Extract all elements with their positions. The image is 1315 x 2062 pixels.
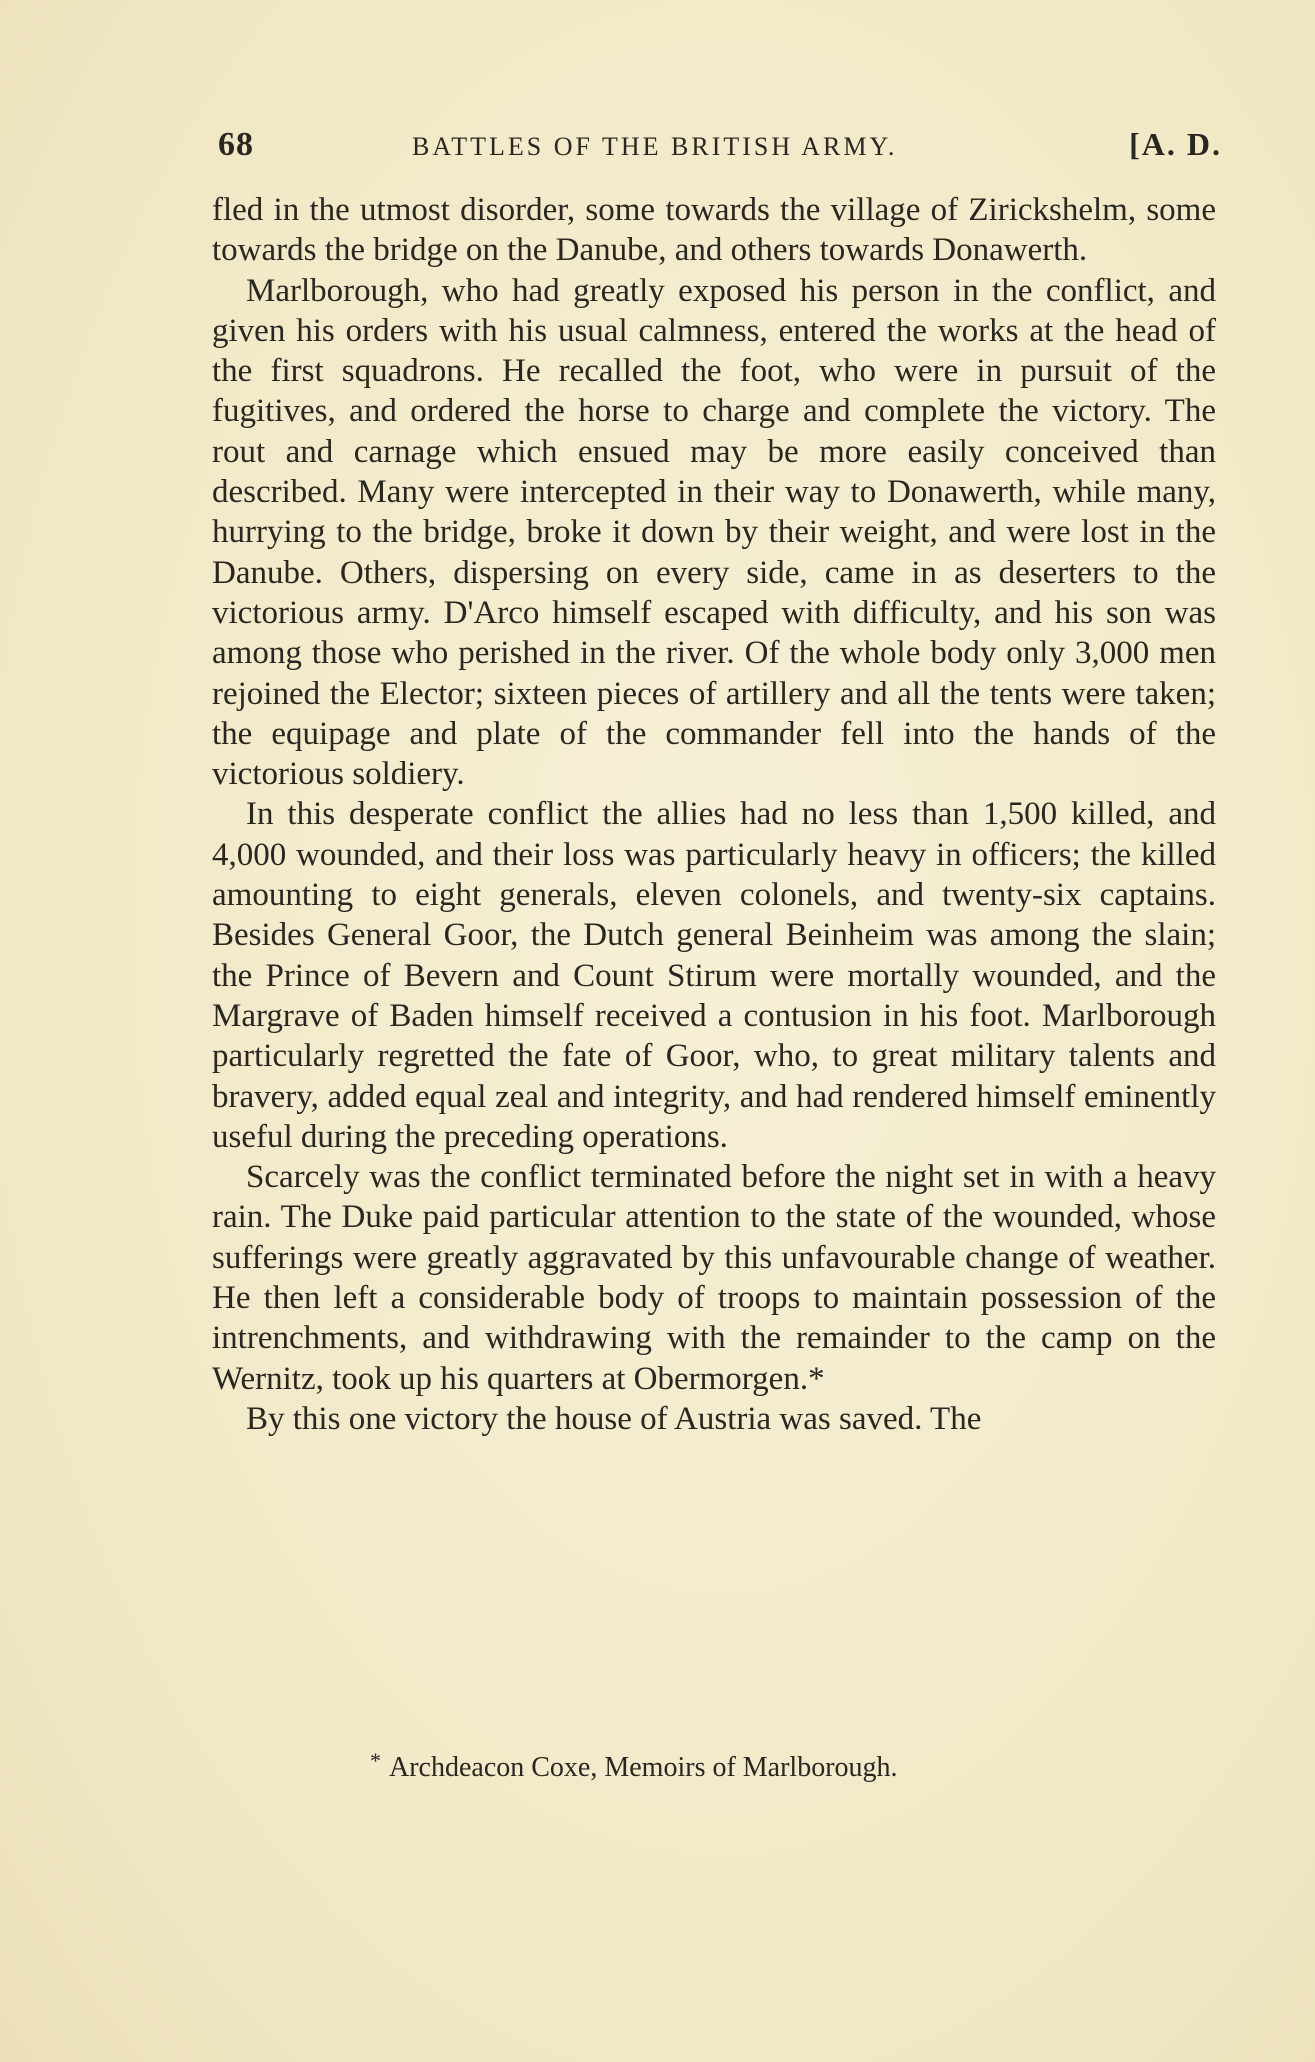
running-head: [218, 126, 1222, 174]
footnote-text: Archdeacon Coxe, Memoirs of Marlborough.: [389, 1752, 898, 1783]
date-marker: [A. D.: [1129, 126, 1222, 162]
footnote: [370, 1748, 898, 1784]
paragraph: Marlborough, who had greatly exposed his person in the conflict, and given his orders with his usual calmness, entered the works at the head of the first squadrons. He recalled the foot, who were in pursuit of the fugitives, and ordered the horse to charge and complete the victory. The rout and carnage which ensued may be more easily conceived than described. Many were intercepted in their way to Donawerth, while many, hurrying to the bridge, broke it down by their weight, and were lost in the Danube. Others, dispersing on every side, came in as deserters to the victorious army. D'Arco himself escaped with difficulty, and his son was among those who perished in the river. Of the whole body only 3,000 men rejoined the Elector; sixteen pieces of artillery and all the tents were taken; the equipage and plate of the commander fell into the hands of the victorious soldiery.: [212, 272, 1216, 793]
body-text: [212, 190, 1216, 1439]
paragraph: In this desperate conflict the allies had no less than 1,500 killed, and 4,000 wounded, and their loss was particularly heavy in officers; the killed amounting to eight generals, eleven colonels, and twenty-six captains. Besides General Goor, the Dutch general Beinheim was among the slain; the Prince of Bevern and Count Stirum were mortally wounded, and the Margrave of Baden himself received a contusion in his foot. Marlborough particularly regretted the fate of Goor, who, to great military talents and bravery, added equal zeal and integrity, and had rendered himself eminently useful during the preceding operations.: [212, 796, 1216, 1155]
paragraph: Scarcely was the conflict terminated before the night set in with a heavy rain. The Duke paid particular attention to the state of the wounded, whose sufferings were greatly aggravated by this unfavourable change of weather. He then left a considerable body of troops to maintain possession of the intrenchments, and withdrawing with the remainder to the camp on the Wernitz, took up his quarters at Obermorgen.*: [212, 1159, 1216, 1397]
page-number: 68: [218, 126, 254, 163]
footnote-mark: *: [370, 1748, 381, 1773]
running-title: BATTLES OF THE BRITISH ARMY.: [412, 132, 898, 161]
paragraph: By this one victory the house of Austria was saved. The: [246, 1400, 982, 1437]
paragraph-continuation: fled in the utmost disorder, some towards the village of Zirickshelm, some towards the bridge on the Danube, and others towards Donawerth.: [212, 192, 1216, 269]
